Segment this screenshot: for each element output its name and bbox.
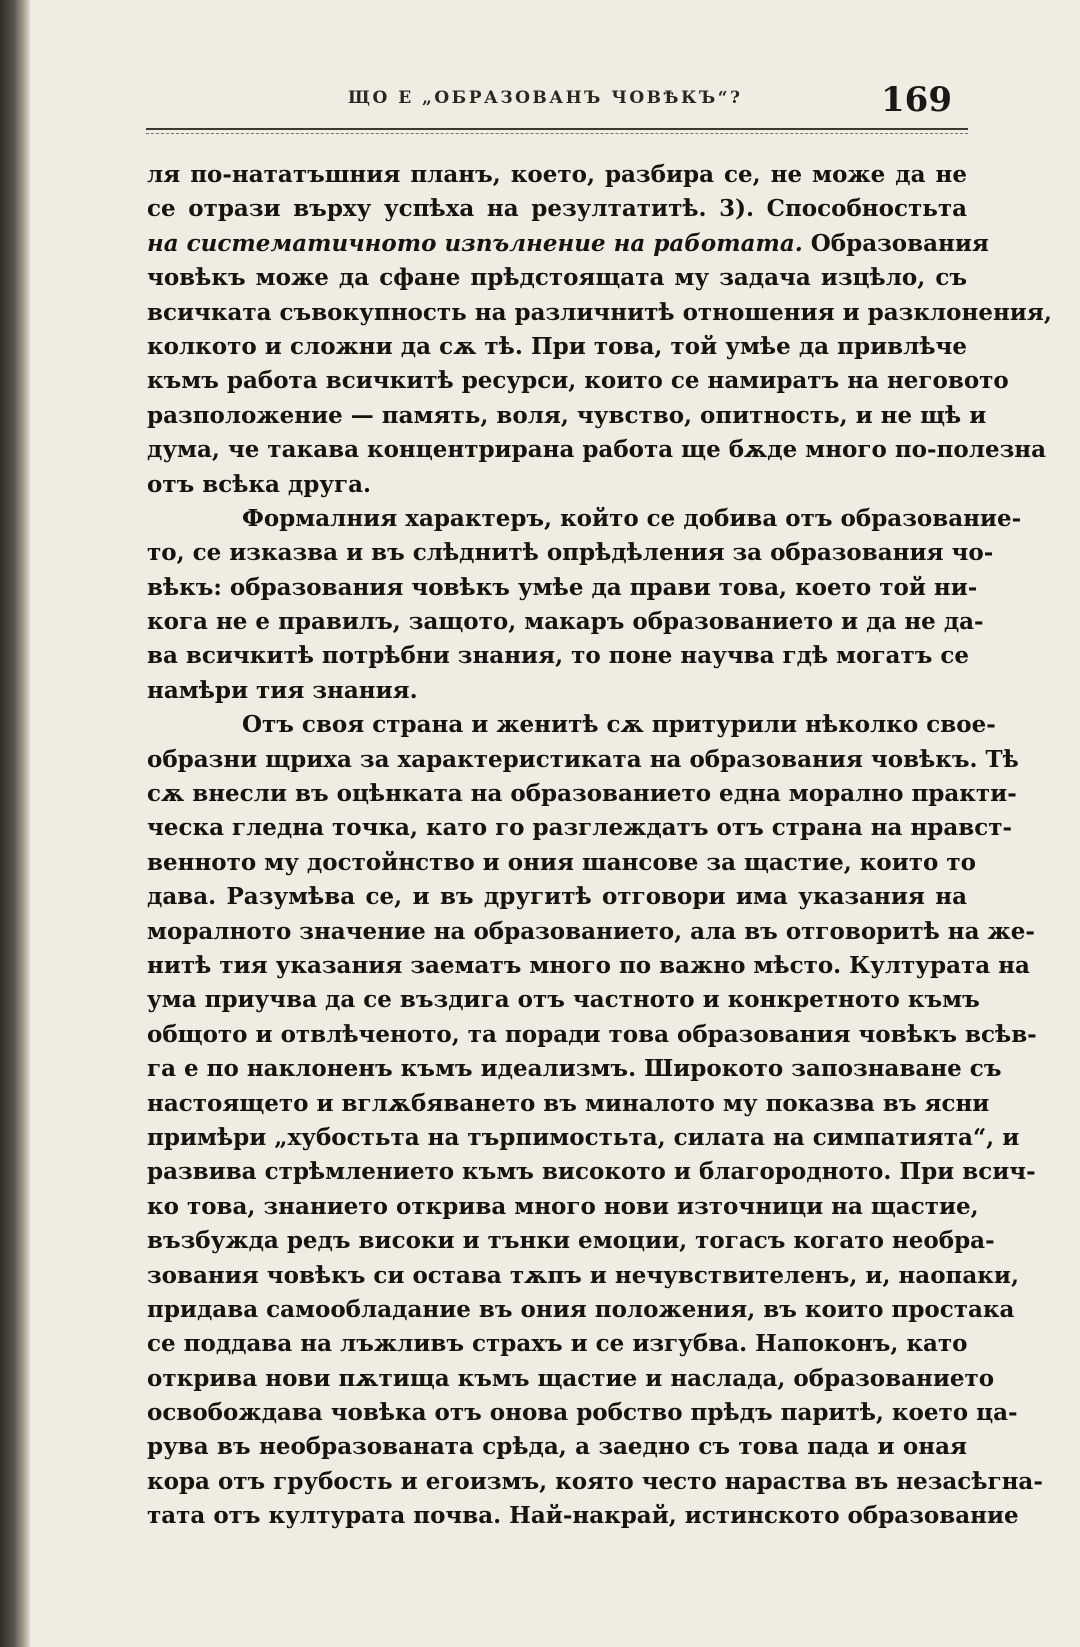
text-line: Формалния характеръ, който се добива отъ образование- bbox=[242, 504, 1022, 532]
text-line: кога не е правилъ, защото, макаръ образованието и да не да- bbox=[147, 608, 984, 636]
text-line: зования човѣкъ си остава тѫпъ и нечувствителенъ, и, наопаки, bbox=[147, 1261, 1019, 1289]
book-binding-edge bbox=[0, 0, 30, 1647]
text-line: дума, че такава концентрирана работа ще бѫде много по-полезна bbox=[147, 436, 1046, 464]
header-rule-secondary bbox=[146, 133, 968, 134]
text-line: открива нови пѫтища къмъ щастие и наслада, образованието bbox=[147, 1364, 995, 1392]
text-line: отъ всѣка друга. bbox=[147, 470, 372, 498]
text-line: то, се изказва и въ слѣднитѣ опрѣдѣления за образования чо- bbox=[147, 539, 994, 567]
text-line: рува въ необразованата срѣда, а заедно съ това пада и оная bbox=[147, 1433, 967, 1461]
text-line: ва всичкитѣ потрѣбни знания, то поне научва гдѣ могатъ се bbox=[147, 642, 970, 670]
text-line: дава. Разумѣва се, и въ другитѣ отговори има указания на bbox=[147, 883, 967, 911]
text-line: ля по-нататъшния планъ, което, разбира се, не може да не bbox=[147, 161, 967, 188]
text-line: вѣкъ: образования човѣкъ умѣе да прави това, което той ни- bbox=[147, 573, 978, 601]
text-line: примѣри „хубостьта на търпимостьта, силата на симпатията“, и bbox=[147, 1123, 1020, 1151]
page-header bbox=[30, 80, 1080, 120]
body-text bbox=[147, 158, 1052, 1534]
text-line: разположение — память, воля, чувство, опитность, и не щѣ и bbox=[147, 401, 987, 429]
text-line: кора отъ грубость и егоизмъ, която често нараства въ незасѣгна- bbox=[147, 1467, 1043, 1495]
text-line: моралното значение на образованието, ала въ отговоритѣ на же- bbox=[147, 917, 1035, 945]
text-line: колкото и сложни да сѫ тѣ. При това, той умѣе да привлѣче bbox=[147, 332, 967, 360]
header-rule bbox=[146, 128, 968, 130]
text-line: ческа гледна точка, като го разглеждатъ отъ страна на нравст- bbox=[147, 814, 1013, 842]
text-line-content: се отрази върху успѣха на резултатитѣ. 3). Способностьта bbox=[147, 195, 967, 223]
text-line: придава самообладание въ ония положения, въ които простака bbox=[147, 1295, 1015, 1323]
text-line bbox=[147, 227, 989, 261]
italic-phrase: на систематичното изпълнение на работата. bbox=[147, 229, 803, 257]
text-line: се поддава на лъжливъ страхъ и се изгубва. Напоконъ, като bbox=[147, 1330, 968, 1358]
text-line: развива стрѣмлението къмъ високото и благородното. При всич- bbox=[147, 1158, 1036, 1186]
text-line: нитѣ тия указания заематъ много по важно мѣсто. Културата на bbox=[147, 951, 1030, 979]
text-line: га е по наклоненъ къмъ идеализмъ. Широкото запознаване съ bbox=[147, 1055, 1002, 1083]
text-line: настоящето и вглѫбяването въ миналото му показва въ ясни bbox=[147, 1089, 990, 1117]
text-line: общото и отвлѣченото, та поради това образования човѣкъ всѣв- bbox=[147, 1020, 1037, 1048]
text-line: възбужда редъ високи и тънки емоции, тогасъ когато необра- bbox=[147, 1227, 995, 1255]
text-line-content: Образования bbox=[802, 229, 989, 257]
running-title: ЩО Е „ОБРАЗОВАНЪ ЧОВѢКЪ“? bbox=[348, 88, 743, 108]
text-line: ума приучва да се въздига отъ частното и конкретното къмъ bbox=[147, 986, 980, 1014]
text-line: образни щриха за характеристиката на образования човѣкъ. Тѣ bbox=[147, 745, 1019, 773]
book-page bbox=[30, 0, 1080, 1647]
text-line: всичката съвокупность на различнитѣ отношения и разклонения, bbox=[147, 298, 1052, 326]
text-line: сѫ внесли въ оцѣнката на образованието една морално практи- bbox=[147, 780, 1017, 808]
page-number: 169 bbox=[881, 80, 952, 120]
text-line: човѣкъ може да сфане прѣдстоящата му задача изцѣло, съ bbox=[147, 264, 967, 292]
text-line: къмъ работа всичкитѣ ресурси, които се намиратъ на неговото bbox=[147, 367, 1009, 395]
text-line: освобождава човѣка отъ онова робство прѣдъ паритѣ, което ца- bbox=[147, 1399, 1018, 1427]
text-line: намѣри тия знания. bbox=[147, 676, 418, 704]
text-line: Отъ своя страна и женитѣ сѫ притурили нѣколко свое- bbox=[242, 711, 996, 739]
text-line: венното му достойнство и ония шансове за щастие, които то bbox=[147, 848, 976, 876]
text-line: тата отъ културата почва. Най-накрай, истинското образование bbox=[147, 1502, 1019, 1530]
text-line: ко това, знанието открива много нови източници на щастие, bbox=[147, 1192, 979, 1220]
text-line bbox=[147, 192, 967, 226]
